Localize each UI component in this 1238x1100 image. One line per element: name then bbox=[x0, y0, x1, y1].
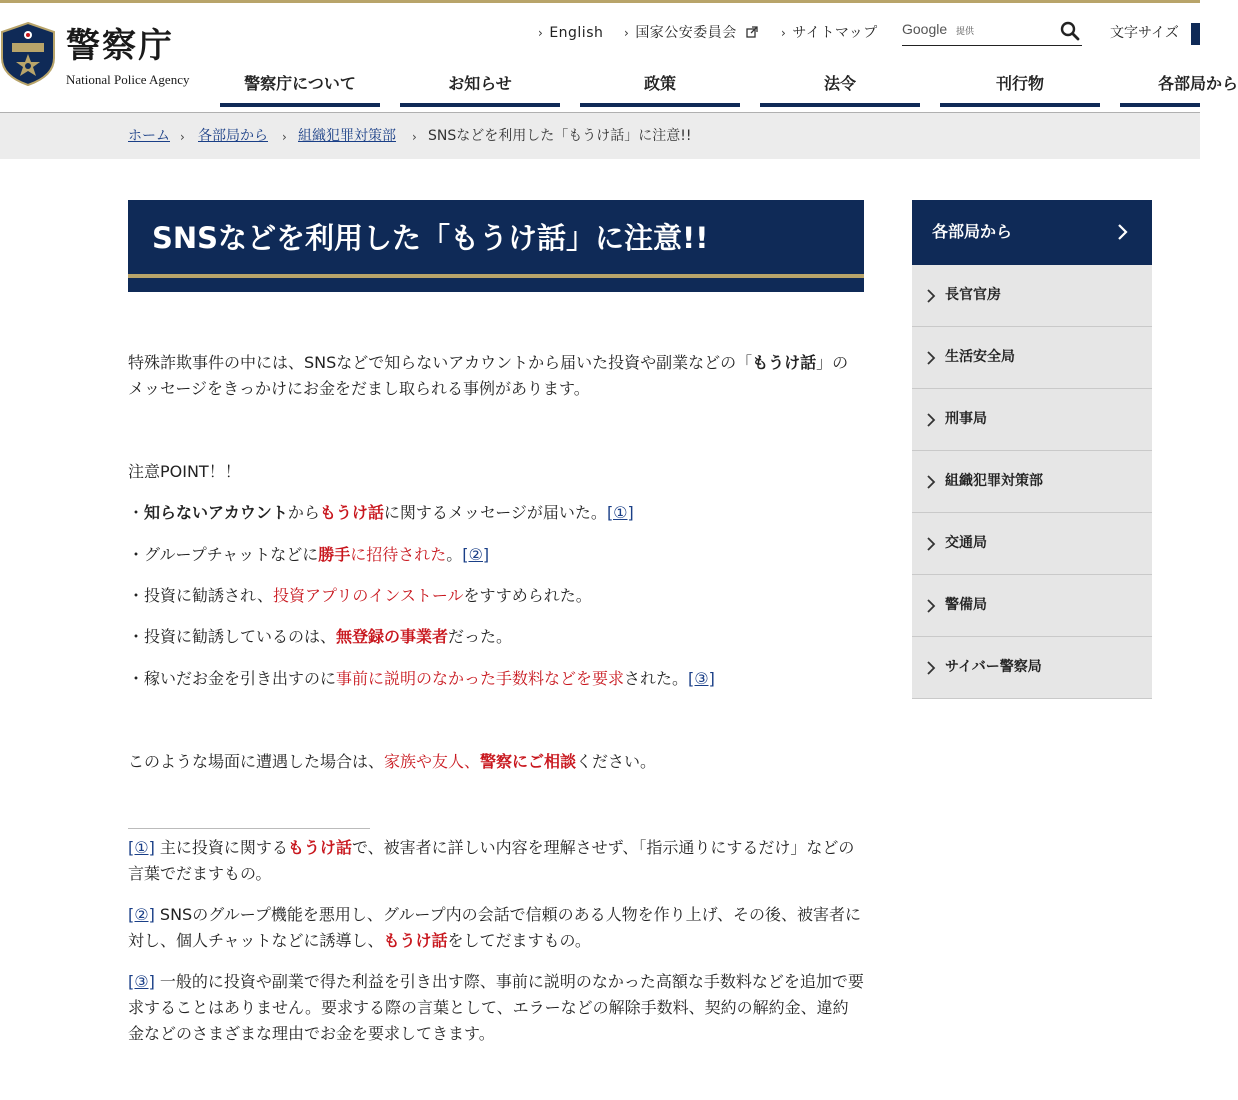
intro-keyword: もうけ話 bbox=[752, 353, 817, 372]
point-text: だった。 bbox=[448, 627, 513, 646]
english-link[interactable] bbox=[538, 22, 603, 44]
external-link-icon bbox=[746, 26, 758, 38]
search-icon[interactable] bbox=[1060, 21, 1080, 41]
sidebar-item-community-safety[interactable] bbox=[912, 327, 1152, 389]
sitemap-link[interactable] bbox=[781, 22, 878, 44]
site-name-en: National Police Agency bbox=[66, 72, 190, 87]
footnote-keyword: もうけ話 bbox=[383, 931, 448, 950]
site-logo[interactable] bbox=[0, 20, 200, 92]
title-gold-rule bbox=[128, 274, 864, 278]
footnote-text: で、被害者に詳しい内容を理解させず、「指示通りにするだけ」などの言葉でだますもの。 bbox=[128, 838, 855, 883]
point-highlight: に招待された bbox=[350, 545, 447, 564]
footnote-text: をしてだますもの。 bbox=[447, 931, 591, 950]
sidebar-item-cyber[interactable] bbox=[912, 637, 1152, 699]
point-text: ・ bbox=[128, 503, 145, 522]
sidebar-item-label: 刑事局 bbox=[945, 411, 987, 427]
point-keyword: もうけ話 bbox=[319, 503, 384, 522]
breadcrumb-level1[interactable] bbox=[198, 127, 268, 145]
intro-paragraph bbox=[128, 350, 864, 402]
sidebar-item-security[interactable] bbox=[912, 575, 1152, 637]
font-size-button[interactable] bbox=[1191, 23, 1200, 45]
site-search bbox=[902, 18, 1082, 46]
consult-paragraph bbox=[128, 749, 864, 775]
chevron-right-icon bbox=[926, 475, 936, 489]
point-text: から bbox=[287, 503, 320, 522]
footnote-anchor-3[interactable]: [③] bbox=[128, 972, 155, 991]
sidebar-item-label: 長官官房 bbox=[945, 287, 1001, 303]
point-item-2 bbox=[128, 542, 864, 568]
footnote-text: SNSのグループ機能を悪用し、グループ内の会話で信頼のある人物を作り上げ、その後、被害者に対し、個人チャットなどに誘導し、 bbox=[128, 905, 861, 950]
header-top-accent bbox=[0, 0, 1200, 3]
intro-text-end: 」のメッセージをきっかけにお金をだまし取られる事例があります。 bbox=[128, 353, 849, 398]
chevron-right-icon: › bbox=[538, 26, 544, 40]
sidebar-item-label: 組織犯罪対策部 bbox=[945, 473, 1043, 489]
point-text: 。 bbox=[446, 545, 463, 564]
breadcrumb bbox=[0, 113, 1200, 159]
point-item-3 bbox=[128, 583, 864, 609]
breadcrumb-level1-link[interactable]: 各部局から bbox=[198, 128, 268, 144]
breadcrumb-home-link[interactable]: ホーム bbox=[128, 128, 170, 144]
breadcrumb-level2-link[interactable]: 組織犯罪対策部 bbox=[298, 128, 396, 144]
footnote-anchor-1[interactable]: [①] bbox=[128, 838, 155, 857]
point-highlight: 投資アプリのインストール bbox=[272, 586, 464, 605]
nav-laws[interactable]: 法令 bbox=[760, 62, 920, 107]
english-link-label: English bbox=[549, 25, 604, 41]
sidebar-item-traffic[interactable] bbox=[912, 513, 1152, 575]
chevron-right-icon bbox=[926, 537, 936, 551]
chevron-right-icon bbox=[926, 289, 936, 303]
nav-news[interactable]: お知らせ bbox=[400, 62, 560, 107]
police-emblem-icon bbox=[0, 22, 56, 86]
search-brand: Google bbox=[902, 21, 948, 37]
font-size-label: 文字サイズ bbox=[1110, 25, 1179, 41]
sidebar-heading[interactable] bbox=[912, 200, 1152, 265]
sidebar-item-label: サイバー警察局 bbox=[945, 659, 1042, 675]
breadcrumb-current: SNSなどを利用した「もうけ話」に注意!! bbox=[428, 128, 692, 144]
point-text: ・投資に勧誘しているのは、 bbox=[128, 627, 337, 646]
footnote-ref-2[interactable]: [②] bbox=[462, 545, 490, 564]
footnote-1 bbox=[128, 835, 864, 887]
site-name: 警察庁 bbox=[66, 26, 174, 66]
sidebar-item-secretariat[interactable] bbox=[912, 265, 1152, 327]
point-text: をすすめられた。 bbox=[463, 586, 592, 605]
commission-link-label: 国家公安委員会 bbox=[635, 25, 737, 41]
point-emphasis: 知らないアカウント bbox=[144, 503, 288, 522]
nav-policy[interactable]: 政策 bbox=[580, 62, 740, 107]
footnote-2 bbox=[128, 902, 864, 954]
footnote-anchor-2[interactable]: [②] bbox=[128, 905, 155, 924]
chevron-right-icon bbox=[926, 413, 936, 427]
commission-link[interactable] bbox=[624, 22, 758, 44]
point-text: された。 bbox=[624, 669, 689, 688]
sidebar-item-organized-crime[interactable] bbox=[912, 451, 1152, 513]
search-input[interactable] bbox=[982, 20, 1052, 42]
footnote-3 bbox=[128, 969, 864, 1047]
chevron-right-icon: › bbox=[781, 26, 787, 40]
footnote-divider bbox=[128, 828, 370, 829]
intro-text: 特殊詐欺事件の中には、SNSなどで知らないアカウントから届いた投資や副業などの「 bbox=[128, 353, 753, 372]
point-highlight: 事前に説明のなかった手数料などを要求 bbox=[336, 669, 625, 688]
chevron-right-icon bbox=[926, 351, 936, 365]
page-title: SNSなどを利用した「もうけ話」に注意!! bbox=[152, 221, 709, 255]
consult-text: このような場面に遭遇した場合は、 bbox=[128, 752, 385, 771]
sidebar-item-label: 警備局 bbox=[945, 597, 987, 613]
point-text: ・グループチャットなどに bbox=[128, 545, 319, 564]
chevron-right-icon bbox=[1116, 220, 1130, 244]
breadcrumb-separator: › bbox=[180, 130, 185, 144]
breadcrumb-level2[interactable] bbox=[298, 127, 396, 145]
footnote-keyword: もうけ話 bbox=[287, 838, 352, 857]
sidebar-item-criminal-investigation[interactable] bbox=[912, 389, 1152, 451]
footnote-ref-1[interactable]: [①] bbox=[606, 503, 634, 522]
point-item-5 bbox=[128, 666, 864, 692]
sidebar-item-label: 生活安全局 bbox=[945, 349, 1015, 365]
point-text: に関するメッセージが届いた。 bbox=[383, 503, 607, 522]
point-heading: 注意POINT！！ bbox=[128, 462, 241, 481]
point-item-4 bbox=[128, 624, 864, 650]
sitemap-link-label: サイトマップ bbox=[792, 25, 878, 41]
search-brand-sub: 提供 bbox=[956, 27, 975, 37]
point-keyword: 無登録の事業者 bbox=[336, 627, 449, 646]
nav-publications[interactable]: 刊行物 bbox=[940, 62, 1100, 107]
sidebar-heading-label: 各部局から bbox=[932, 222, 1013, 241]
point-text: ・稼いだお金を引き出すのに bbox=[128, 669, 337, 688]
breadcrumb-home[interactable] bbox=[128, 127, 170, 145]
chevron-right-icon: › bbox=[624, 26, 630, 40]
footnote-text: 主に投資に関する bbox=[154, 838, 288, 857]
nav-bureaus[interactable]: 各部局から bbox=[1120, 62, 1200, 107]
consult-text-end: ください。 bbox=[576, 752, 657, 771]
footnote-ref-3[interactable]: [③] bbox=[688, 669, 715, 688]
consult-keyword: 警察にご相談 bbox=[480, 752, 577, 771]
chevron-right-icon bbox=[926, 661, 936, 675]
nav-about[interactable]: 警察庁について bbox=[220, 62, 380, 107]
breadcrumb-separator: › bbox=[412, 130, 417, 144]
page-title-block bbox=[128, 200, 864, 292]
point-text: ・投資に勧誘され、 bbox=[128, 586, 273, 605]
consult-highlight: 家族や友人、 bbox=[384, 752, 481, 771]
chevron-right-icon bbox=[926, 599, 936, 613]
footnote-text: 一般的に投資や副業で得た利益を引き出す際、事前に説明のなかった高額な手数料などを追加で要求することはありません。要求する際の言葉として、エラーなどの解除手数料、契約の解約金、違約金などのさまざまな理由でお金を要求してきます。 bbox=[128, 972, 864, 1043]
sidebar-item-label: 交通局 bbox=[945, 535, 987, 551]
breadcrumb-separator: › bbox=[282, 130, 287, 144]
point-keyword: 勝手 bbox=[318, 545, 351, 564]
point-item-1 bbox=[128, 500, 864, 526]
